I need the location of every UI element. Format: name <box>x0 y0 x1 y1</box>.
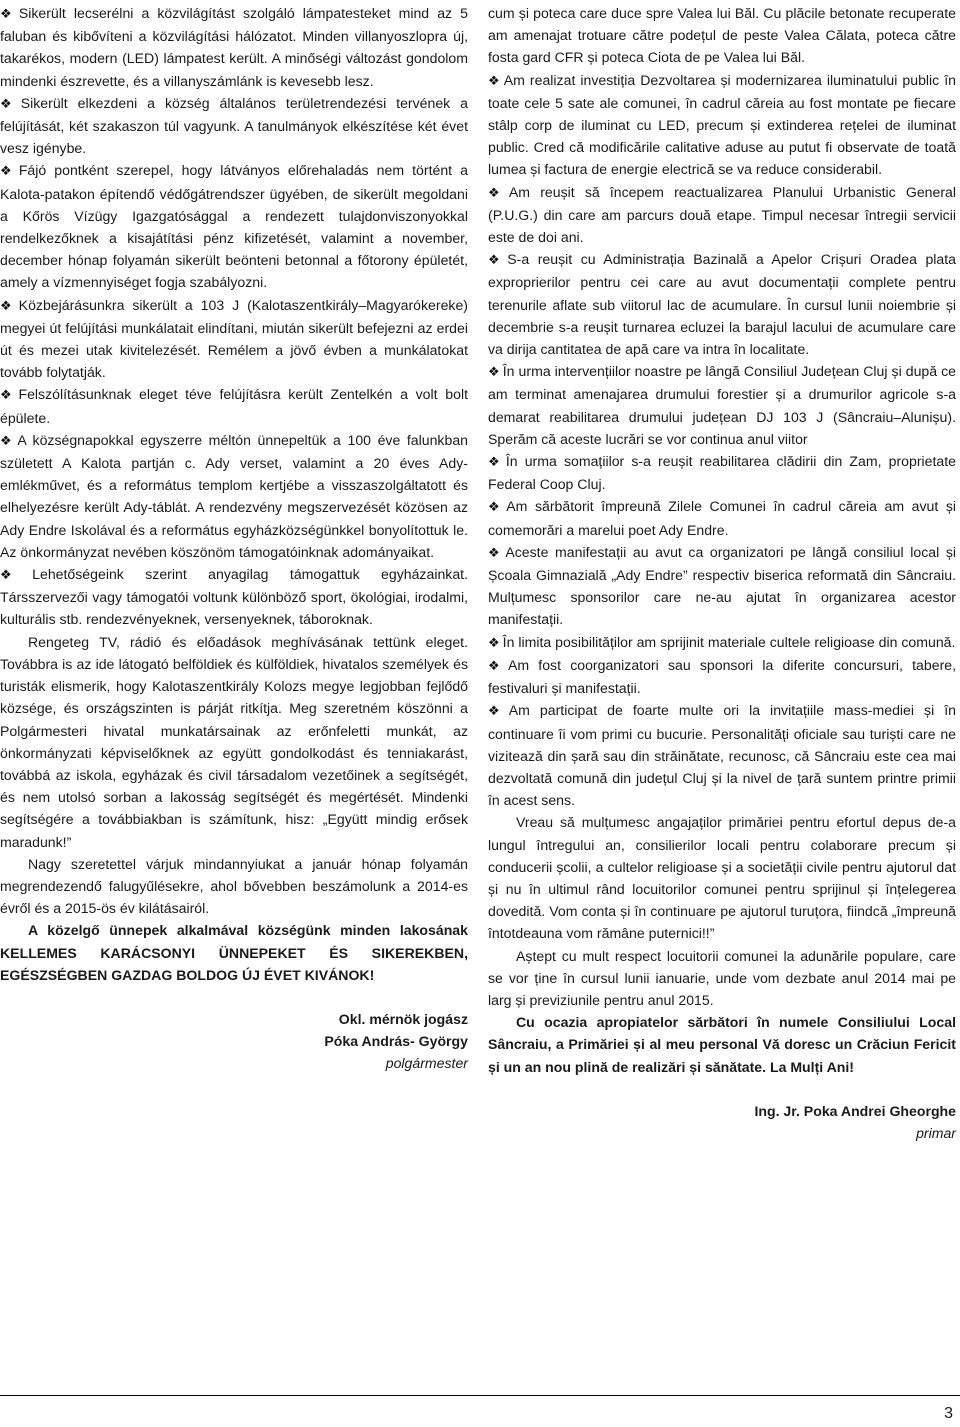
diamond-bullet-icon: ❖ <box>0 163 16 179</box>
list-item: ❖ Am sărbătorit împreună Zilele Comunei în cadrul căreia am avut și comemorări a marelui poet Ady Endre. <box>488 498 957 538</box>
hungarian-column <box>0 2 468 1075</box>
diamond-bullet-icon: ❖ <box>0 95 18 111</box>
body-paragraph: Nagy szeretettel várjuk mindannyiukat a január hónap folyamán megrendezendő falugyűlésekre, ahol bővebben beszámolunk a 2014-es évről és a 2015-ös év kilátásairól. <box>0 855 468 917</box>
list-item: ❖ Aceste manifestații au avut ca organizatori pe lângă consiliul local și Școala Gimnazială „Ady Endre” respectiv biserica reformată din Sâncraiu. Mulțumesc sponsorilor care ne-au ajutat în organizarea acestor manifestații. <box>488 543 957 628</box>
list-item: ❖ În urma somațiilor s-a reușit reabilitarea clădirii din Zam, proprietate Federal Coop Cluj. <box>488 453 956 493</box>
list-item: ❖ În urma intervențiilor noastre pe lângă Consiliul Județean Cluj și după ce am terminat amenajarea drumului forestier și a drumurilor agricole s-a demarat reabilitarea drumului județean DJ 103 J (Sâncraiu–Alunișu). Sperăm că aceste lucrări se vor continua anul viitor <box>488 363 956 447</box>
diamond-bullet-icon: ❖ <box>488 544 503 560</box>
signature-name: Póka András- György <box>324 1033 468 1050</box>
list-item: ❖ A községnapokkal egyszerre méltón ünnepeltük a 100 éve falunkban született A Kalota partján c. Ady verset, valamint a 20 éves Ady-emlékművet, és a református templom kertjébe a visszaszolgáltatott és elhelyezésre került Ady-táblát. A rendezvény megszervezését közösen az Ady Endre Iskolával és a református egyházközségünkkel bonyolítottuk le. Az önkormányzat nevében köszönöm támogatóinknak adományaikat. <box>0 431 468 560</box>
romanian-column <box>488 2 956 1144</box>
footer-divider <box>0 1395 960 1396</box>
list-item: ❖ Közbejárásunkra sikerült a 103 J (Kalotaszentkirály–Magyarókereke) megyei út felújítási munkálatait elindítani, miután sikerült befejezni az erdei út és mezei utak kivitelezését. Remélem a jövő évben a munkálatokat tovább folytatják. <box>0 296 468 381</box>
diamond-bullet-icon: ❖ <box>488 703 506 719</box>
list-item: ❖ S-a reușit cu Administrația Bazinală a Apelor Crișuri Oradea plata exproprierilor pentru cei care au avut documentații complete pentru terenurile aflate sub viitorul lac de acumulare. În cursul lunii noiembrie și decembrie s-a reușit turnarea ecluzei la barajul lacului de acumulare care va dirija cantitatea de apă care va intra în localitate. <box>488 251 957 358</box>
list-item: ❖ Am realizat investiția Dezvoltarea și modernizarea iluminatului public în toate cele 5 sate ale comunei, în cadrul căreia au fost montate pe fiecare stâlp corp de iluminat cu LED, precum și extinderea rețelei de iluminat public. Cred că modificările calitative aduse au putut fi observate de toată lumea și factura de energie electrică se va reduce considerabil. <box>488 71 956 178</box>
list-item: ❖ În limita posibilităților am sprijinit materiale cultele religioase din comună. <box>488 633 956 650</box>
diamond-bullet-icon: ❖ <box>488 634 500 650</box>
list-item: ❖ Am reușit să începem reactualizarea Planului Urbanistic General (P.U.G.) din care am parcurs două etape. Timpul necesar întregii servicii este de doi ani. <box>488 183 957 246</box>
list-item: ❖ Am fost coorganizatori sau sponsori la diferite concursuri, tabere, festivaluri și manifestații. <box>488 656 957 697</box>
diamond-bullet-icon: ❖ <box>0 6 16 21</box>
diamond-bullet-icon: ❖ <box>0 387 16 403</box>
page-number: 3 <box>944 1405 953 1422</box>
list-item: ❖ Felszólításunknak eleget téve felújításra került Zentelkén a volt bolt épülete. <box>0 386 469 426</box>
body-paragraph: Rengeteg TV, rádió és előadások meghívásának tettünk eleget. Továbbra is az ide látogató belföldiek és külföldiek, hivatalos személyek és turisták elismerik, hogy Kalotaszentkirály Kolozs megye legjobban fejlődő községe, és országszinten is párját ritkítja. Meg szeretném köszönni a Polgármesteri hivatal munkatársainak az erőnfeletti munkát, az önkormányzati képviselőknek az együtt gondolkodást és tenniakarást, továbbá az iskola, egyházak és civil társadalom vezetőinek a segítségét, és nem utolsó sorban a lakosság segítségét és megértését. Mindenki segítségére a továbbiakban is számítunk, hisz: „Együtt mindig erősek maradunk!” <box>0 633 468 850</box>
diamond-bullet-icon: ❖ <box>0 567 30 583</box>
diamond-bullet-icon: ❖ <box>488 72 501 88</box>
diamond-bullet-icon: ❖ <box>488 499 504 515</box>
diamond-bullet-icon: ❖ <box>488 364 500 380</box>
signature-role: primar <box>916 1124 956 1141</box>
list-item: ❖ Fájó pontként szerepel, hogy látványos előrehaladás nem történt a Kalota-patakon építendő védőgátrendszer ügyében, de sikerült megoldani a Kőrös Vízügy Igazgatósággal a rendezett tulajdonviszonyokkal rendelkezőknek a kisajátítási pénz kifizetését, valamint a november, december hónap folyamán sikerült beönteni betonnal a főtorony épületét, amely a vízmennyiséget fogja szabályozni. <box>0 162 468 291</box>
closing-greeting: A közelgő ünnepek alkalmával községünk minden lakosának KELLEMES KARÁCSONYI ÜNNEPEKET ÉS SIKEREKBEN, EGÉSZSÉGBEN GAZDAG BOLDOG ÚJ ÉVET KIVÁNOK! <box>0 922 468 983</box>
diamond-bullet-icon: ❖ <box>488 184 506 200</box>
diamond-bullet-icon: ❖ <box>0 432 15 448</box>
closing-greeting: Cu ocazia apropiatelor sărbători în numele Consiliului Local Sâncraiu, a Primăriei și al meu personal Vă doresc un Crăciun Fericit și un an nou plină de realizări și sănătate. La Mulți Ani! <box>488 1014 956 1075</box>
signature-role: polgármester <box>385 1055 468 1072</box>
diamond-bullet-icon: ❖ <box>488 454 503 470</box>
diamond-bullet-icon: ❖ <box>0 297 16 313</box>
diamond-bullet-icon: ❖ <box>488 252 505 268</box>
signature-title: Okl. mérnök jogász <box>338 1010 468 1027</box>
body-paragraph: Vreau să mulțumesc angajaților primăriei pentru efortul depus de-a lungul întregului an, consilierilor locali pentru colaborare precum și conducerii școlii, a cultelor religioase și a societății civile pentru ajutorul dat și nu în ultimul rând locuitorilor comunei pentru sprijinul și înțelegerea dovedită. Vom conta și în continuare pe ajutorul turuțora, fiindcă „împreună întotdeauna vom rămâne puternici!!” <box>488 814 956 942</box>
list-item: ❖ Lehetőségeink szerint anyagilag támogattuk egyházainkat. Társszervezői vagy támogatói voltunk különböző sport, ökológiai, irodalmi, kulturális stb. rendezvényeknek, versenyeknek, táboroknak. <box>0 566 469 628</box>
body-paragraph: Aștept cu mult respect locuitorii comunei la adunările populare, care se vor ține în cursul lunii ianuarie, unde vom dezbate anul 2014 mai pe larg și previziunile pentru anul 2015. <box>488 947 956 1008</box>
diamond-bullet-icon: ❖ <box>488 657 505 673</box>
signature-name: Ing. Jr. Poka Andrei Gheorghe <box>754 1102 956 1119</box>
list-item: ❖ Am participat de foarte multe ori la invitațiile mass-mediei și în continuare îi vom primi cu bucurie. Personalități oficiale sau turiști care ne vizitează din șară sau din străinătate, recunosc, că Sâncraiu este cea mai dezvoltată comună din județul Cluj și la nivel de țară suntem printre primii în acest sens. <box>488 702 956 809</box>
list-item: ❖ Sikerült elkezdeni a község általános területrendezési tervének a felújítását, két szakaszon túl vagyunk. A tanulmányok elkészítése két évet vesz igénybe. <box>0 94 468 157</box>
list-item: ❖ Sikerült lecserélni a közvilágítást szolgáló lámpatesteket mind az 5 faluban és kibővíteni a közvilágítási hálózatot. Minden villanyoszlopra új, takarékos, modern (LED) lámpatest került. A minőségi változást gondolom mindenki észrevette, és a villanyszámlánk is kevesebb lesz. <box>0 5 468 89</box>
intro-paragraph: cum și poteca care duce spre Valea lui Băl. Cu plăcile betonate recuperate am amenajat trotuare către podețul de peste Valea Călata, poteca către fosta gard CFR și poteca Ciota de pe Valea lui Băl. <box>488 5 956 66</box>
